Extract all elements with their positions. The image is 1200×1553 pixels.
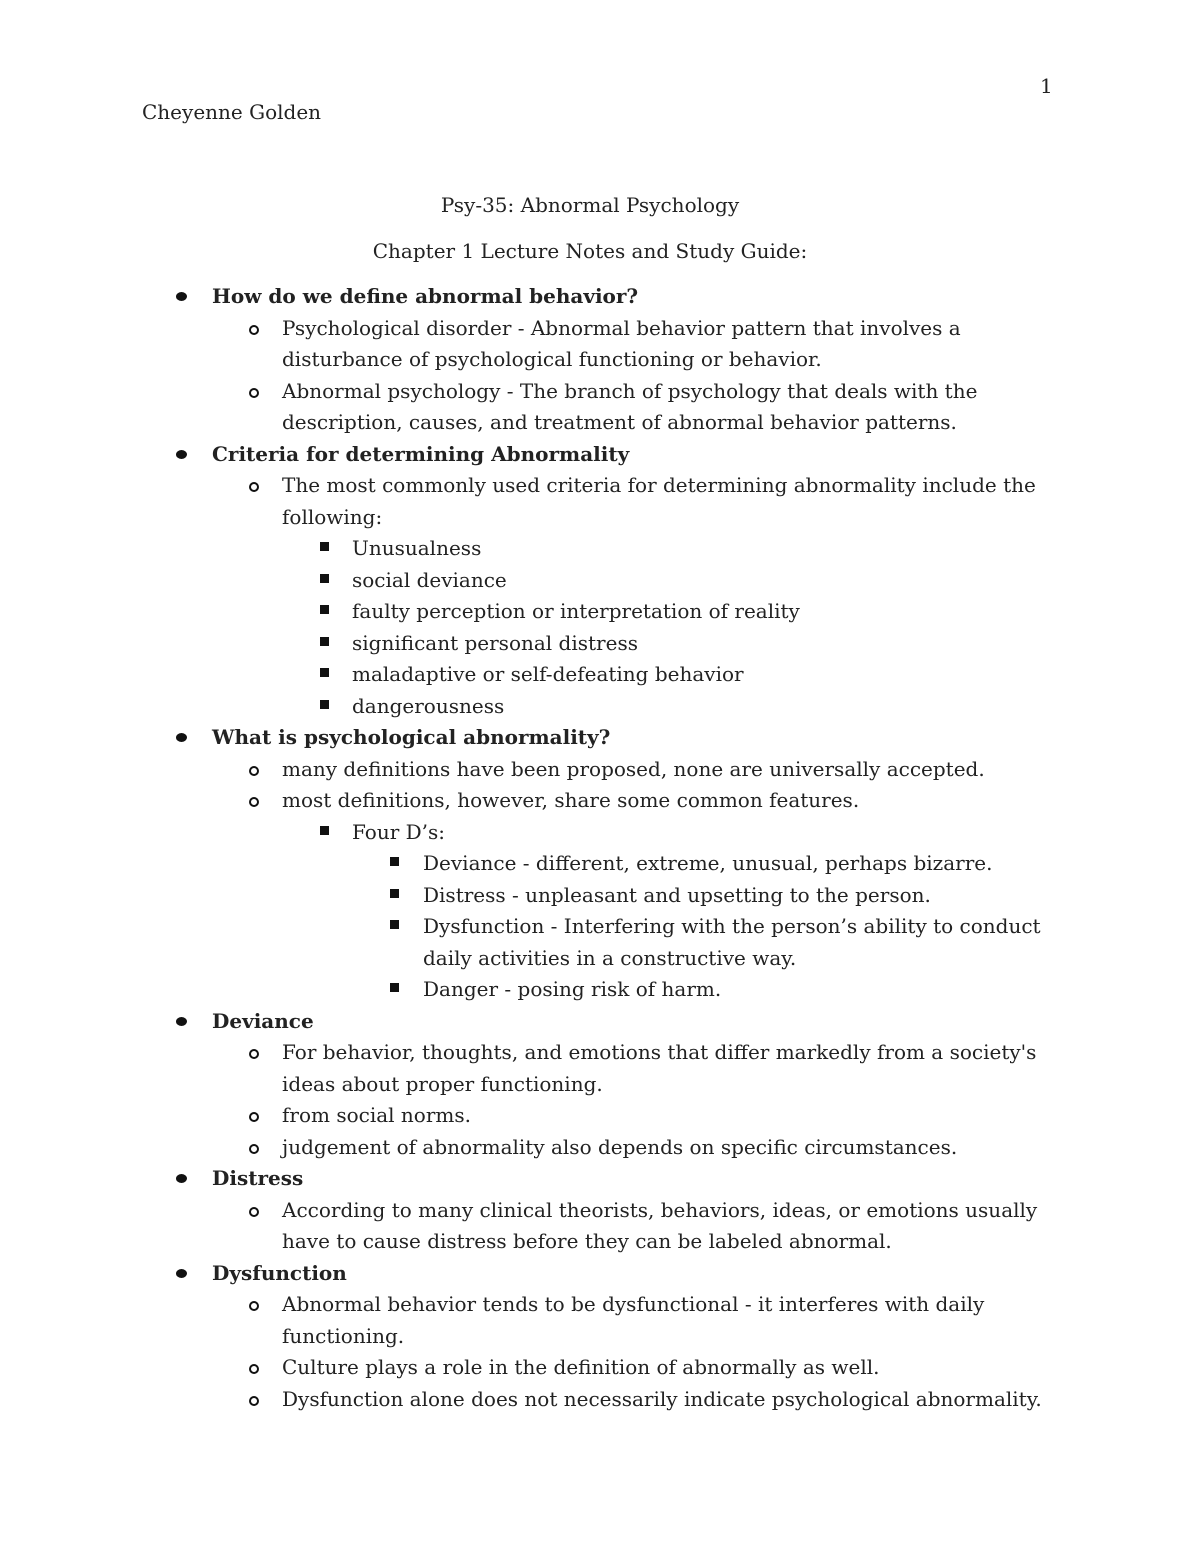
outline-item-text: Unusualness: [352, 536, 482, 560]
outline-item-level-1: [0, 1037, 1072, 1100]
outline-item-level-1: [0, 313, 1072, 376]
outline-item-text: Criteria for determining Abnormality: [212, 441, 630, 466]
bullet-disc-icon: [176, 292, 187, 301]
outline-item-text: Deviance - different, extreme, unusual, perhaps bizarre.: [423, 851, 993, 875]
outline-item-text: Culture plays a role in the definition of abnormally as well.: [282, 1355, 880, 1379]
outline-item-text: judgement of abnormality also depends on specific circumstances.: [282, 1134, 958, 1159]
outline-item-level-1: [0, 1289, 1072, 1352]
outline-item-text: The most commonly used criteria for determining abnormality include the following:: [282, 473, 1036, 529]
bullet-circle-icon: [249, 1112, 259, 1122]
outline-item-level-0: [0, 439, 1072, 471]
bullet-circle-icon: [249, 388, 259, 398]
bullet-circle-icon: [249, 797, 259, 807]
outline-item-text: Danger - posing risk of harm.: [423, 977, 722, 1001]
bullet-square-icon: [320, 542, 329, 551]
bullet-disc-icon: [176, 1174, 187, 1183]
outline-item-text: Distress - unpleasant and upsetting to the person.: [423, 882, 931, 907]
outline-item-text: significant personal distress: [352, 630, 638, 655]
bullet-square-icon: [390, 857, 399, 866]
course-title: Psy-35: Abnormal Psychology: [440, 193, 740, 217]
bullet-disc-icon: [176, 733, 187, 742]
outline-item-level-0: [0, 722, 1072, 754]
bullet-circle-icon: [249, 1207, 259, 1217]
notes-outline: [0, 281, 1200, 1415]
bullet-circle-icon: [249, 482, 259, 492]
bullet-circle-icon: [249, 1301, 259, 1311]
outline-item-text: dangerousness: [352, 693, 505, 718]
bullet-square-icon: [320, 574, 329, 583]
outline-item-text: Dysfunction: [212, 1260, 347, 1285]
document-subtitle: Chapter 1 Lecture Notes and Study Guide:: [372, 239, 808, 263]
outline-item-level-1: [0, 754, 1072, 786]
outline-item-text: Abnormal psychology - The branch of psychology that deals with the description, causes, and treatment of abnormal behavior patterns.: [282, 378, 978, 434]
outline-item-level-1: [0, 785, 1072, 817]
bullet-circle-icon: [249, 325, 259, 335]
outline-item-level-2: [0, 565, 1072, 597]
outline-item-text: social deviance: [352, 567, 507, 592]
outline-item-text: Dysfunction - Interfering with the person’s ability to conduct daily activities in a constructive way.: [423, 914, 1041, 970]
outline-item-text: Abnormal behavior tends to be dysfunctional - it interferes with daily functioning.: [282, 1292, 985, 1348]
bullet-circle-icon: [249, 1049, 259, 1059]
outline-item-level-0: [0, 1006, 1072, 1038]
outline-item-text: For behavior, thoughts, and emotions that differ markedly from a society's ideas about proper functioning.: [282, 1040, 1037, 1096]
bullet-disc-icon: [176, 1269, 187, 1278]
outline-item-level-0: [0, 281, 1072, 313]
outline-item-text: Dysfunction alone does not necessarily indicate psychological abnormality.: [282, 1386, 1042, 1411]
bullet-disc-icon: [176, 450, 187, 459]
outline-item-text: According to many clinical theorists, behaviors, ideas, or emotions usually have to cause distress before they can be labeled abnormal.: [282, 1197, 1038, 1253]
outline-item-level-2: [0, 817, 1072, 849]
outline-item-level-1: [0, 376, 1072, 439]
outline-item-level-2: [0, 691, 1072, 723]
outline-item-text: maladaptive or self-defeating behavior: [352, 662, 744, 686]
outline-item-level-1: [0, 1132, 1072, 1164]
bullet-disc-icon: [176, 1017, 187, 1026]
bullet-square-icon: [390, 983, 399, 992]
outline-item-level-2: [0, 659, 1072, 691]
outline-item-text: Distress: [212, 1166, 304, 1190]
bullet-square-icon: [320, 668, 329, 677]
outline-item-level-1: [0, 470, 1072, 533]
outline-item-text: Deviance: [212, 1008, 314, 1033]
outline-item-text: most definitions, however, share some common features.: [282, 788, 860, 812]
bullet-square-icon: [390, 920, 399, 929]
bullet-circle-icon: [249, 766, 259, 776]
outline-item-text: Psychological disorder - Abnormal behavior pattern that involves a disturbance of psychological functioning or behavior.: [282, 315, 961, 371]
outline-item-level-3: [0, 911, 1063, 974]
bullet-square-icon: [320, 700, 329, 709]
outline-item-level-0: [0, 1163, 1072, 1195]
outline-item-text: from social norms.: [282, 1103, 471, 1127]
outline-item-text: What is psychological abnormality?: [212, 725, 611, 749]
outline-item-level-1: [0, 1352, 1072, 1384]
outline-item-level-1: [0, 1195, 1072, 1258]
author-name: Cheyenne Golden: [142, 100, 322, 124]
outline-item-level-3: [0, 848, 1063, 880]
page-number: 1: [1040, 74, 1053, 98]
bullet-circle-icon: [249, 1364, 259, 1374]
outline-item-text: How do we define abnormal behavior?: [212, 284, 639, 308]
outline-item-level-3: [0, 880, 1063, 912]
bullet-square-icon: [390, 889, 399, 898]
outline-item-level-1: [0, 1100, 1072, 1132]
outline-item-level-3: [0, 974, 1063, 1006]
outline-item-level-0: [0, 1258, 1072, 1290]
outline-item-level-1: [0, 1384, 1072, 1416]
outline-item-level-2: [0, 628, 1072, 660]
bullet-square-icon: [320, 637, 329, 646]
outline-item-text: faulty perception or interpretation of reality: [352, 599, 800, 623]
bullet-square-icon: [320, 826, 329, 835]
bullet-square-icon: [320, 605, 329, 614]
outline-item-text: Four D’s:: [352, 819, 446, 844]
outline-item-level-2: [0, 596, 1072, 628]
outline-item-text: many definitions have been proposed, none are universally accepted.: [282, 756, 985, 781]
bullet-circle-icon: [249, 1144, 259, 1154]
outline-item-level-2: [0, 533, 1072, 565]
bullet-circle-icon: [249, 1396, 259, 1406]
